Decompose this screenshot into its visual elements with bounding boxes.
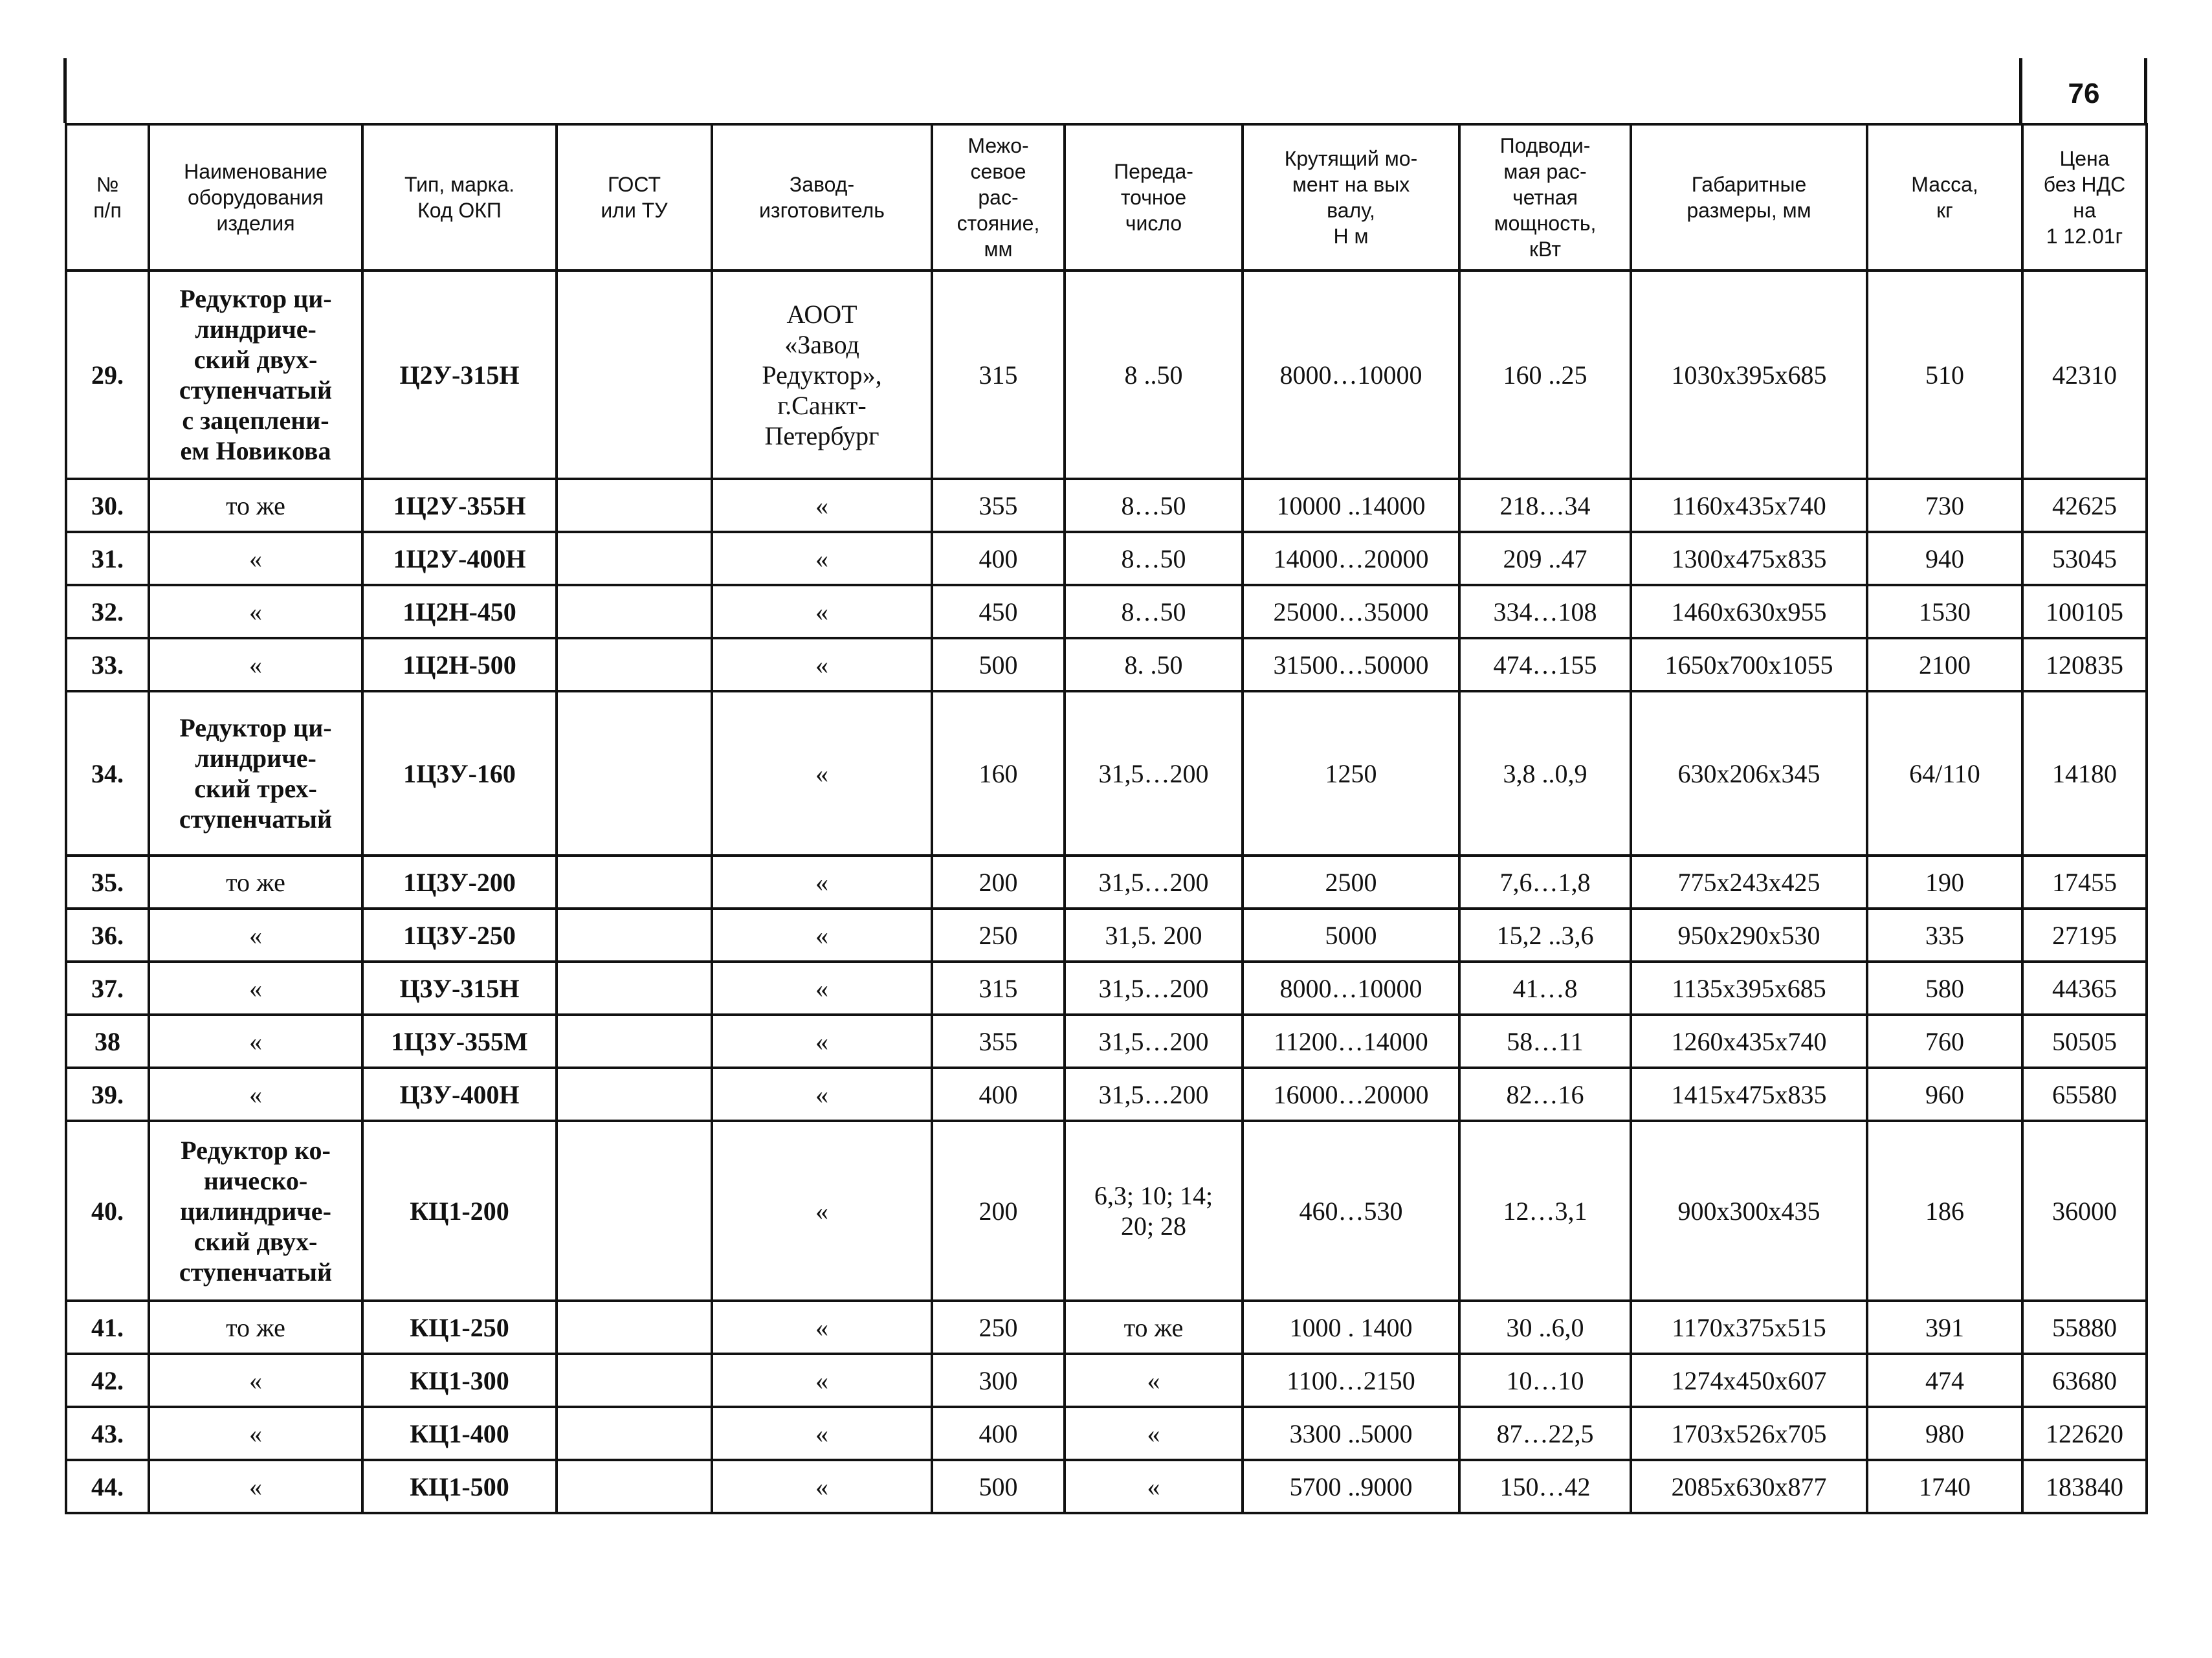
- gear-ratio-cell: 31,5…200: [1065, 1015, 1243, 1068]
- power-cell: 209 ..47: [1459, 532, 1631, 585]
- left-border-line: [63, 58, 67, 123]
- manufacturer-cell: «: [712, 909, 932, 962]
- mass-cell: 1530: [1867, 585, 2022, 638]
- manufacturer-cell: «: [712, 1121, 932, 1301]
- gear-ratio-cell: 6,3; 10; 14; 20; 28: [1065, 1121, 1243, 1301]
- torque-cell: 3300 ..5000: [1243, 1407, 1459, 1460]
- gost-cell: [557, 479, 712, 532]
- dimensions-cell: 2085x630x877: [1631, 1460, 1867, 1513]
- type-code-cell: КЦ1-200: [362, 1121, 557, 1301]
- header-cell: Тип, марка. Код ОКП: [362, 124, 557, 271]
- manufacturer-cell: «: [712, 1354, 932, 1407]
- center-distance-cell: 250: [932, 909, 1065, 962]
- table-row: [66, 909, 2147, 962]
- price-cell: 100105: [2022, 585, 2147, 638]
- product-name-cell: «: [149, 585, 362, 638]
- dimensions-cell: 775x243x425: [1631, 856, 1867, 909]
- row-number-cell: 40.: [66, 1121, 149, 1301]
- row-number-cell: 41.: [66, 1301, 149, 1354]
- gost-cell: [557, 1015, 712, 1068]
- table-row: [66, 962, 2147, 1015]
- torque-cell: 8000…10000: [1243, 962, 1459, 1015]
- center-distance-cell: 355: [932, 479, 1065, 532]
- product-name-cell: «: [149, 962, 362, 1015]
- torque-cell: 10000 ..14000: [1243, 479, 1459, 532]
- manufacturer-cell: «: [712, 479, 932, 532]
- header-cell: ГОСТ или ТУ: [557, 124, 712, 271]
- gear-ratio-cell: 31,5…200: [1065, 856, 1243, 909]
- product-name-cell: «: [149, 909, 362, 962]
- dimensions-cell: 1170x375x515: [1631, 1301, 1867, 1354]
- header-cell: Цена без НДС на 1 12.01г: [2022, 124, 2147, 271]
- type-code-cell: 1Ц2Н-450: [362, 585, 557, 638]
- mass-cell: 474: [1867, 1354, 2022, 1407]
- mass-cell: 980: [1867, 1407, 2022, 1460]
- row-number-cell: 34.: [66, 691, 149, 856]
- product-name-cell: «: [149, 1407, 362, 1460]
- mass-cell: 510: [1867, 271, 2022, 479]
- power-cell: 58…11: [1459, 1015, 1631, 1068]
- gear-ratio-cell: 8 ..50: [1065, 271, 1243, 479]
- price-cell: 55880: [2022, 1301, 2147, 1354]
- center-distance-cell: 160: [932, 691, 1065, 856]
- center-distance-cell: 250: [932, 1301, 1065, 1354]
- dimensions-cell: 950x290x530: [1631, 909, 1867, 962]
- type-code-cell: КЦ1-300: [362, 1354, 557, 1407]
- torque-cell: 5000: [1243, 909, 1459, 962]
- power-cell: 7,6…1,8: [1459, 856, 1631, 909]
- price-cell: 120835: [2022, 638, 2147, 691]
- torque-cell: 1250: [1243, 691, 1459, 856]
- page-number: 76: [2068, 78, 2100, 109]
- product-name-cell: Редуктор ко- ническо- цилиндриче- ский двух- ступенчатый: [149, 1121, 362, 1301]
- table-row: [66, 585, 2147, 638]
- price-cell: 183840: [2022, 1460, 2147, 1513]
- manufacturer-cell: «: [712, 1301, 932, 1354]
- price-cell: 50505: [2022, 1015, 2147, 1068]
- gear-ratio-cell: «: [1065, 1407, 1243, 1460]
- gost-cell: [557, 962, 712, 1015]
- table-row: [66, 1068, 2147, 1121]
- header-cell: Переда- точное число: [1065, 124, 1243, 271]
- table-row: [66, 532, 2147, 585]
- gear-ratio-cell: 8…50: [1065, 585, 1243, 638]
- torque-cell: 16000…20000: [1243, 1068, 1459, 1121]
- power-cell: 41…8: [1459, 962, 1631, 1015]
- table-row: [66, 856, 2147, 909]
- type-code-cell: 1Ц3У-250: [362, 909, 557, 962]
- product-name-cell: то же: [149, 479, 362, 532]
- mass-cell: 2100: [1867, 638, 2022, 691]
- dimensions-cell: 1415x475x835: [1631, 1068, 1867, 1121]
- header-cell: Крутящий мо- мент на вых валу, Н м: [1243, 124, 1459, 271]
- power-cell: 3,8 ..0,9: [1459, 691, 1631, 856]
- gost-cell: [557, 1407, 712, 1460]
- price-cell: 42310: [2022, 271, 2147, 479]
- gear-ratio-cell: 31,5…200: [1065, 1068, 1243, 1121]
- price-cell: 14180: [2022, 691, 2147, 856]
- torque-cell: 8000…10000: [1243, 271, 1459, 479]
- power-cell: 12…3,1: [1459, 1121, 1631, 1301]
- power-cell: 218…34: [1459, 479, 1631, 532]
- torque-cell: 31500…50000: [1243, 638, 1459, 691]
- type-code-cell: 1Ц3У-355М: [362, 1015, 557, 1068]
- manufacturer-cell: «: [712, 532, 932, 585]
- power-cell: 82…16: [1459, 1068, 1631, 1121]
- torque-cell: 25000…35000: [1243, 585, 1459, 638]
- manufacturer-cell: «: [712, 1407, 932, 1460]
- dimensions-cell: 1260x435x740: [1631, 1015, 1867, 1068]
- manufacturer-cell: «: [712, 856, 932, 909]
- row-number-cell: 36.: [66, 909, 149, 962]
- manufacturer-cell: АООТ «Завод Редуктор», г.Санкт- Петербург: [712, 271, 932, 479]
- row-number-cell: 32.: [66, 585, 149, 638]
- center-distance-cell: 200: [932, 856, 1065, 909]
- price-cell: 36000: [2022, 1121, 2147, 1301]
- header-cell: Завод- изготовитель: [712, 124, 932, 271]
- dimensions-cell: 1460x630x955: [1631, 585, 1867, 638]
- center-distance-cell: 315: [932, 271, 1065, 479]
- gost-cell: [557, 532, 712, 585]
- gost-cell: [557, 1068, 712, 1121]
- header-cell: Габаритные размеры, мм: [1631, 124, 1867, 271]
- price-cell: 122620: [2022, 1407, 2147, 1460]
- product-name-cell: то же: [149, 1301, 362, 1354]
- gear-ratio-cell: 31,5…200: [1065, 691, 1243, 856]
- header-cell: Подводи- мая рас- четная мощность, кВт: [1459, 124, 1631, 271]
- power-cell: 15,2 ..3,6: [1459, 909, 1631, 962]
- manufacturer-cell: «: [712, 1068, 932, 1121]
- header-cell: Межо- севое рас- стояние, мм: [932, 124, 1065, 271]
- torque-cell: 1000 . 1400: [1243, 1301, 1459, 1354]
- power-cell: 30 ..6,0: [1459, 1301, 1631, 1354]
- gost-cell: [557, 909, 712, 962]
- torque-cell: 11200…14000: [1243, 1015, 1459, 1068]
- mass-cell: 960: [1867, 1068, 2022, 1121]
- torque-cell: 14000…20000: [1243, 532, 1459, 585]
- type-code-cell: Ц3У-400Н: [362, 1068, 557, 1121]
- power-cell: 160 ..25: [1459, 271, 1631, 479]
- type-code-cell: 1Ц2У-400Н: [362, 532, 557, 585]
- product-name-cell: «: [149, 1460, 362, 1513]
- gear-ratio-cell: 8…50: [1065, 479, 1243, 532]
- mass-cell: 760: [1867, 1015, 2022, 1068]
- price-cell: 17455: [2022, 856, 2147, 909]
- mass-cell: 580: [1867, 962, 2022, 1015]
- gost-cell: [557, 638, 712, 691]
- header-row: [66, 124, 2147, 271]
- price-cell: 42625: [2022, 479, 2147, 532]
- gear-ratio-cell: 31,5. 200: [1065, 909, 1243, 962]
- center-distance-cell: 400: [932, 532, 1065, 585]
- product-name-cell: Редуктор ци- линдриче- ский двух- ступенчатый с зацеплени- ем Новикова: [149, 271, 362, 479]
- table-body: [66, 271, 2147, 1513]
- price-cell: 27195: [2022, 909, 2147, 962]
- product-name-cell: «: [149, 638, 362, 691]
- product-name-cell: Редуктор ци- линдриче- ский трех- ступенчатый: [149, 691, 362, 856]
- row-number-cell: 42.: [66, 1354, 149, 1407]
- row-number-cell: 31.: [66, 532, 149, 585]
- manufacturer-cell: «: [712, 1015, 932, 1068]
- type-code-cell: 1Ц3У-200: [362, 856, 557, 909]
- row-number-cell: 30.: [66, 479, 149, 532]
- price-cell: 53045: [2022, 532, 2147, 585]
- center-distance-cell: 355: [932, 1015, 1065, 1068]
- manufacturer-cell: «: [712, 638, 932, 691]
- mass-cell: 335: [1867, 909, 2022, 962]
- gear-ratio-cell: «: [1065, 1354, 1243, 1407]
- gost-cell: [557, 1121, 712, 1301]
- row-number-cell: 39.: [66, 1068, 149, 1121]
- price-cell: 65580: [2022, 1068, 2147, 1121]
- gear-ratio-cell: 8…50: [1065, 532, 1243, 585]
- type-code-cell: 1Ц3У-160: [362, 691, 557, 856]
- table-row: [66, 479, 2147, 532]
- dimensions-cell: 1274x450x607: [1631, 1354, 1867, 1407]
- row-number-cell: 43.: [66, 1407, 149, 1460]
- gear-ratio-cell: «: [1065, 1460, 1243, 1513]
- center-distance-cell: 200: [932, 1121, 1065, 1301]
- type-code-cell: Ц2У-315Н: [362, 271, 557, 479]
- table-row: [66, 1121, 2147, 1301]
- dimensions-cell: 630x206x345: [1631, 691, 1867, 856]
- torque-cell: 2500: [1243, 856, 1459, 909]
- dimensions-cell: 1030x395x685: [1631, 271, 1867, 479]
- gear-ratio-cell: 31,5…200: [1065, 962, 1243, 1015]
- center-distance-cell: 300: [932, 1354, 1065, 1407]
- manufacturer-cell: «: [712, 691, 932, 856]
- product-name-cell: «: [149, 1354, 362, 1407]
- gear-ratio-cell: то же: [1065, 1301, 1243, 1354]
- power-cell: 10…10: [1459, 1354, 1631, 1407]
- power-cell: 150…42: [1459, 1460, 1631, 1513]
- price-cell: 63680: [2022, 1354, 2147, 1407]
- dimensions-cell: 1650x700x1055: [1631, 638, 1867, 691]
- table-row: [66, 271, 2147, 479]
- header-cell: № п/п: [66, 124, 149, 271]
- dimensions-cell: 1300x475x835: [1631, 532, 1867, 585]
- type-code-cell: 1Ц2У-355Н: [362, 479, 557, 532]
- power-cell: 87…22,5: [1459, 1407, 1631, 1460]
- table-row: [66, 1407, 2147, 1460]
- mass-cell: 64/110: [1867, 691, 2022, 856]
- torque-cell: 5700 ..9000: [1243, 1460, 1459, 1513]
- center-distance-cell: 450: [932, 585, 1065, 638]
- type-code-cell: КЦ1-250: [362, 1301, 557, 1354]
- type-code-cell: 1Ц2Н-500: [362, 638, 557, 691]
- table-row: [66, 1301, 2147, 1354]
- mass-cell: 940: [1867, 532, 2022, 585]
- row-number-cell: 29.: [66, 271, 149, 479]
- mass-cell: 186: [1867, 1121, 2022, 1301]
- table-header: [66, 124, 2147, 271]
- table-row: [66, 1354, 2147, 1407]
- equipment-price-table: [65, 123, 2148, 1514]
- torque-cell: 460…530: [1243, 1121, 1459, 1301]
- dimensions-cell: 1703x526x705: [1631, 1407, 1867, 1460]
- gost-cell: [557, 271, 712, 479]
- dimensions-cell: 900x300x435: [1631, 1121, 1867, 1301]
- row-number-cell: 38: [66, 1015, 149, 1068]
- manufacturer-cell: «: [712, 585, 932, 638]
- mass-cell: 391: [1867, 1301, 2022, 1354]
- gost-cell: [557, 585, 712, 638]
- header-cell: Масса, кг: [1867, 124, 2022, 271]
- manufacturer-cell: «: [712, 962, 932, 1015]
- table-row: [66, 1460, 2147, 1513]
- mass-cell: 190: [1867, 856, 2022, 909]
- type-code-cell: КЦ1-500: [362, 1460, 557, 1513]
- power-cell: 334…108: [1459, 585, 1631, 638]
- manufacturer-cell: «: [712, 1460, 932, 1513]
- center-distance-cell: 315: [932, 962, 1065, 1015]
- row-number-cell: 33.: [66, 638, 149, 691]
- header-cell: Наименование оборудования изделия: [149, 124, 362, 271]
- dimensions-cell: 1160x435x740: [1631, 479, 1867, 532]
- table-row: [66, 691, 2147, 856]
- product-name-cell: «: [149, 1068, 362, 1121]
- mass-cell: 1740: [1867, 1460, 2022, 1513]
- center-distance-cell: 400: [932, 1068, 1065, 1121]
- gost-cell: [557, 1460, 712, 1513]
- table-row: [66, 638, 2147, 691]
- center-distance-cell: 500: [932, 638, 1065, 691]
- table-row: [66, 1015, 2147, 1068]
- price-cell: 44365: [2022, 962, 2147, 1015]
- product-name-cell: «: [149, 1015, 362, 1068]
- mass-cell: 730: [1867, 479, 2022, 532]
- product-name-cell: «: [149, 532, 362, 585]
- center-distance-cell: 500: [932, 1460, 1065, 1513]
- row-number-cell: 44.: [66, 1460, 149, 1513]
- gost-cell: [557, 856, 712, 909]
- row-number-cell: 35.: [66, 856, 149, 909]
- gost-cell: [557, 1301, 712, 1354]
- gost-cell: [557, 1354, 712, 1407]
- row-number-cell: 37.: [66, 962, 149, 1015]
- type-code-cell: КЦ1-400: [362, 1407, 557, 1460]
- product-name-cell: то же: [149, 856, 362, 909]
- gear-ratio-cell: 8. .50: [1065, 638, 1243, 691]
- torque-cell: 1100…2150: [1243, 1354, 1459, 1407]
- dimensions-cell: 1135x395x685: [1631, 962, 1867, 1015]
- center-distance-cell: 400: [932, 1407, 1065, 1460]
- power-cell: 474…155: [1459, 638, 1631, 691]
- gost-cell: [557, 691, 712, 856]
- type-code-cell: Ц3У-315Н: [362, 962, 557, 1015]
